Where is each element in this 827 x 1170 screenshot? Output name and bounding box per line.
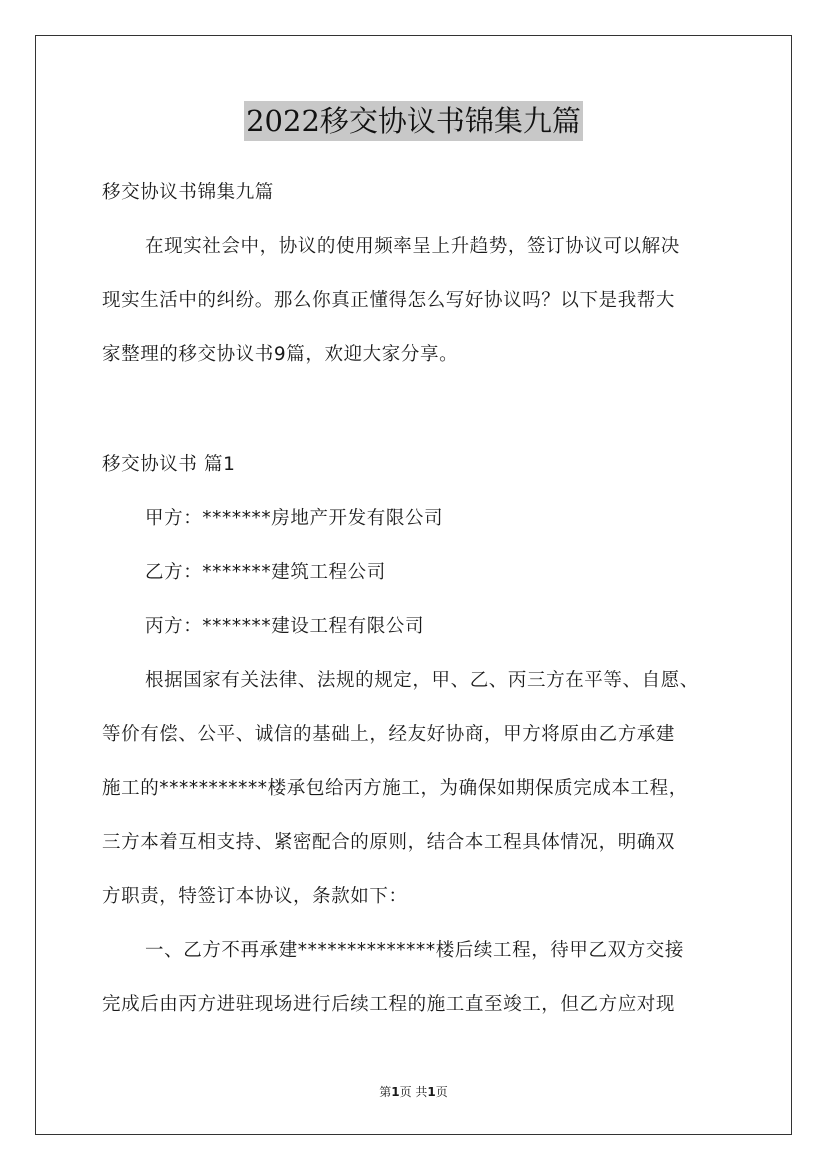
title-container xyxy=(0,101,827,141)
intro-line-2: 现实生活中的纠纷。那么你真正懂得怎么写好协议吗？以下是我帮大 xyxy=(102,290,676,311)
page-footer xyxy=(0,1084,827,1100)
body-line-5: 方职责，特签订本协议，条款如下： xyxy=(102,886,408,907)
document-subtitle: 移交协议书锦集九篇 xyxy=(102,182,274,203)
body-line-2: 等价有偿、公平、诚信的基础上，经友好协商，甲方将原由乙方承建 xyxy=(102,724,676,745)
footer-page-total: 1 xyxy=(427,1085,436,1099)
party-a: 甲方：*******房地产开发有限公司 xyxy=(145,508,444,529)
body-line-1: 根据国家有关法律、法规的规定，甲、乙、丙三方在平等、自愿、 xyxy=(145,670,699,691)
footer-suffix: 页 xyxy=(435,1085,448,1099)
party-b: 乙方：*******建筑工程公司 xyxy=(145,562,386,583)
document-title: 2022移交协议书锦集九篇 xyxy=(244,101,583,141)
intro-line-3: 家整理的移交协议书9篇，欢迎大家分享。 xyxy=(102,344,459,365)
party-c: 丙方：*******建设工程有限公司 xyxy=(145,616,425,637)
footer-prefix: 第 xyxy=(379,1085,392,1099)
body-line-3: 施工的***********楼承包给丙方施工，为确保如期保质完成本工程， xyxy=(102,778,688,799)
body-line-4: 三方本着互相支持、紧密配合的原则，结合本工程具体情况，明确双 xyxy=(102,832,676,853)
footer-mid: 页 共 xyxy=(399,1085,428,1099)
clause-line-2: 完成后由丙方进驻现场进行后续工程的施工直至竣工，但乙方应对现 xyxy=(102,994,676,1015)
clause-line-1: 一、乙方不再承建**************楼后续工程，待甲乙双方交接 xyxy=(145,940,685,961)
section-heading: 移交协议书 篇1 xyxy=(102,454,236,475)
intro-line-1: 在现实社会中，协议的使用频率呈上升趋势，签订协议可以解决 xyxy=(145,236,680,257)
footer-page-current: 1 xyxy=(391,1085,400,1099)
